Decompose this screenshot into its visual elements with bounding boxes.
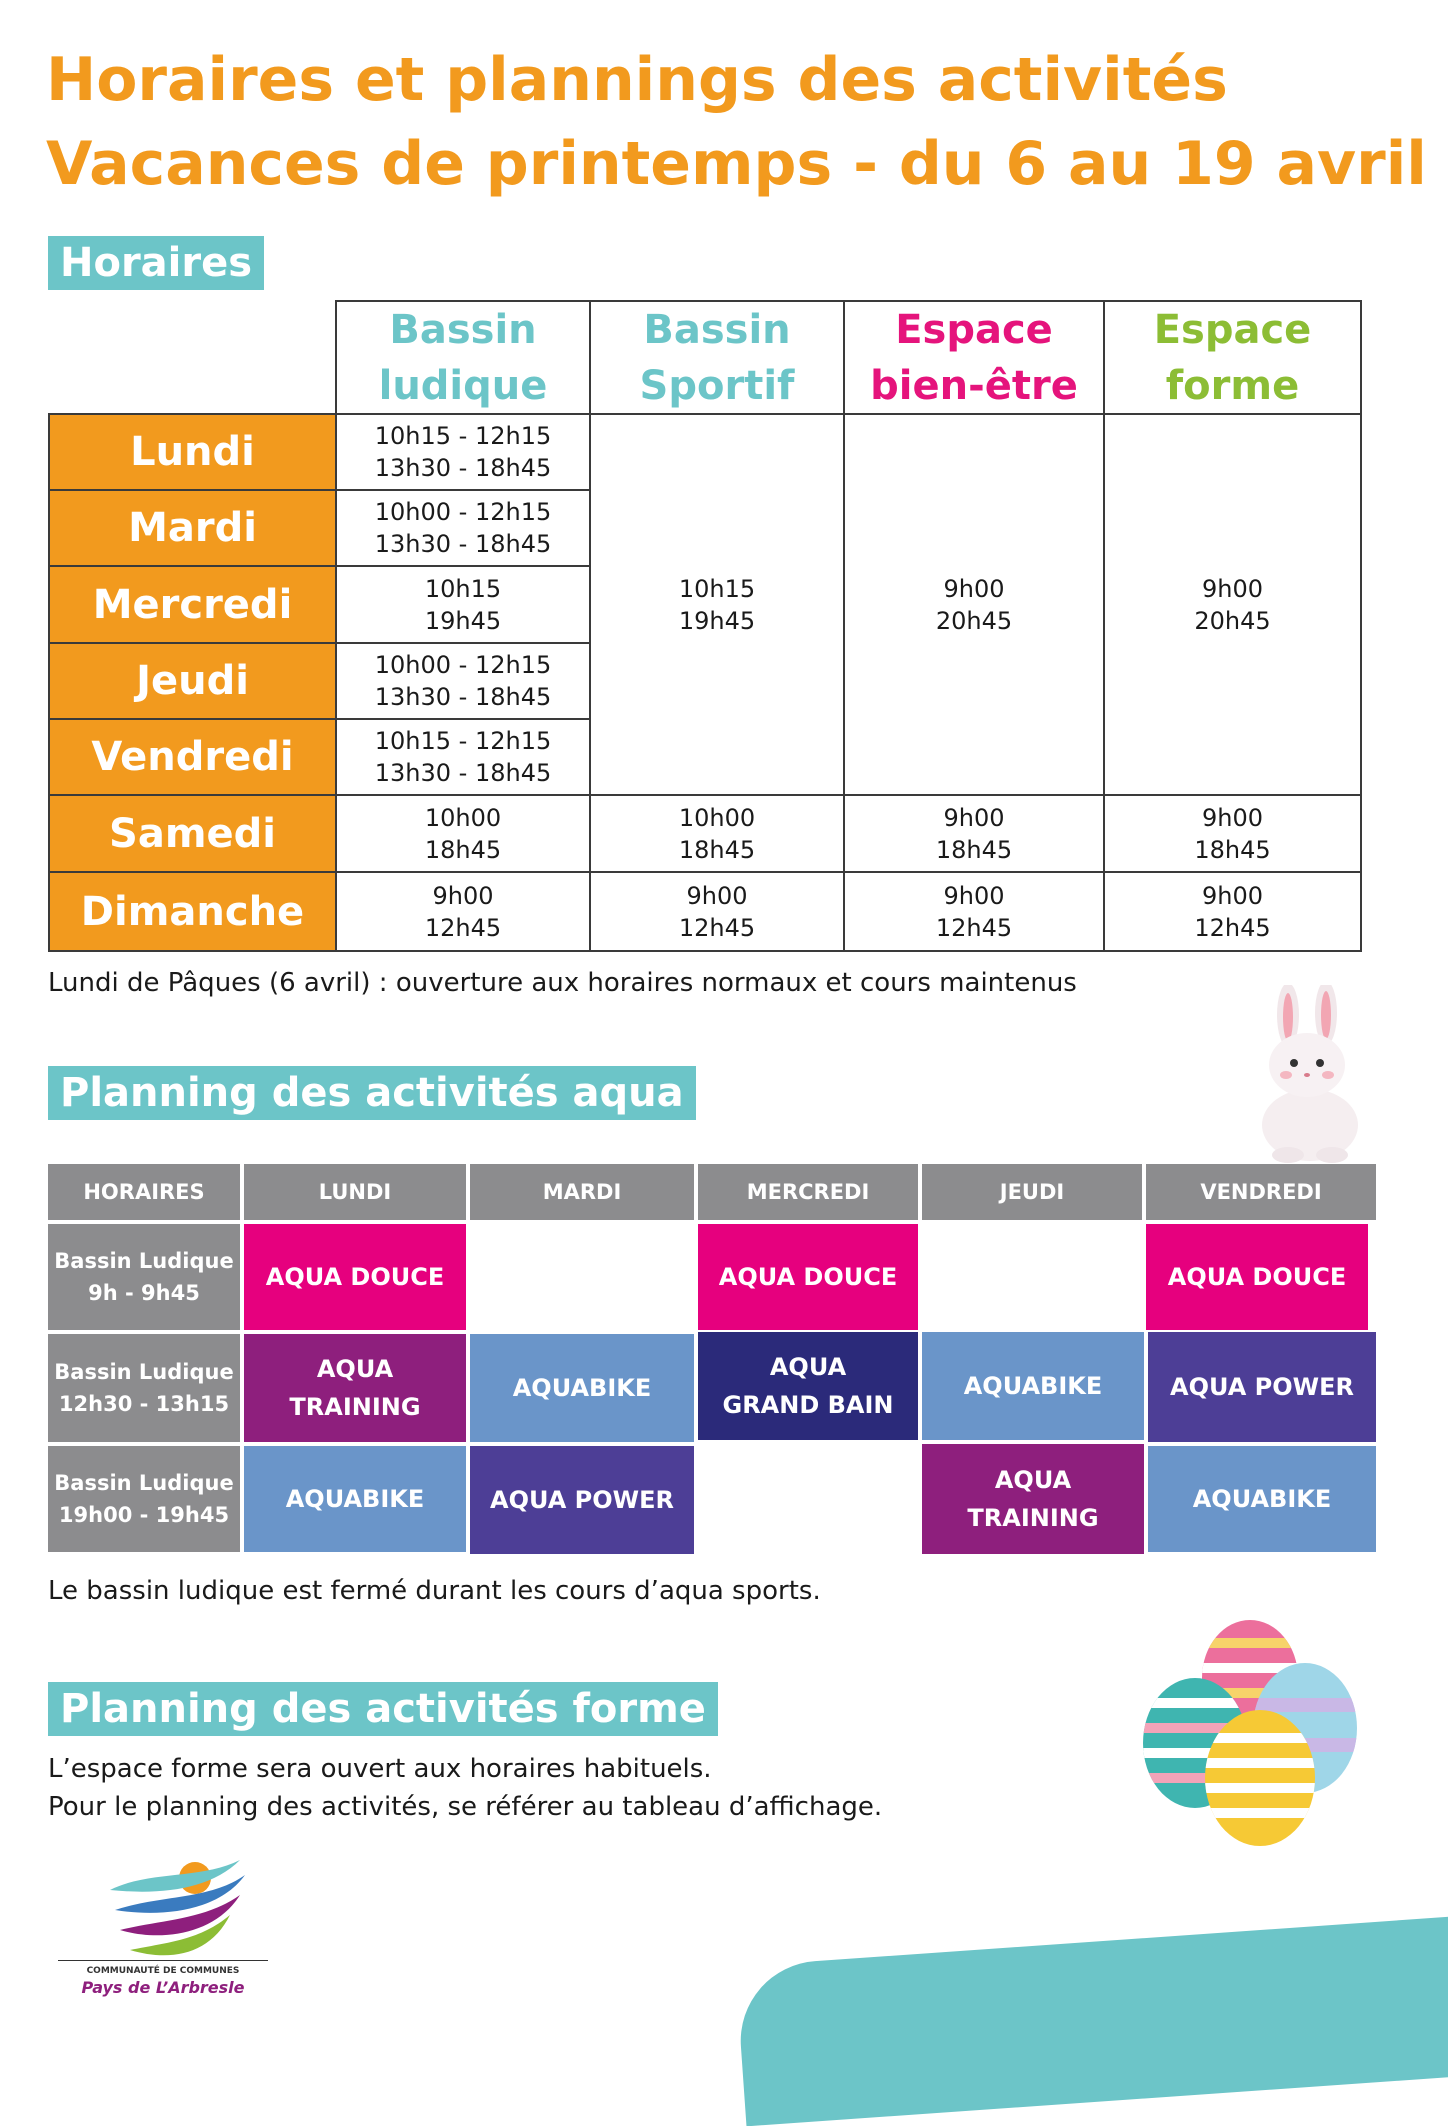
easter-eggs-illustration [1135, 1618, 1375, 1853]
row-label-line: Bassin Ludique [54, 1249, 234, 1273]
time-line: 10h00 - 12h15 [374, 651, 552, 679]
time-line: 10h15 [678, 574, 756, 603]
aqua-r3-jeudi [922, 1444, 1144, 1554]
bienetre-samedi [843, 794, 1105, 873]
ludique-lundi [335, 413, 591, 491]
aqua-row-1-label [48, 1224, 240, 1330]
aqua-r1-jeudi-empty [922, 1224, 1142, 1330]
forme-samedi [1103, 794, 1362, 873]
forme-line-1: L’espace forme sera ouvert aux horaires habituels. [48, 1754, 712, 1784]
time-line: 18h45 [935, 835, 1013, 864]
time-line: 18h45 [678, 835, 756, 864]
sportif-samedi [589, 794, 845, 873]
time-line: 12h45 [678, 913, 756, 942]
bienetre-dimanche [843, 871, 1105, 952]
time-line: 9h00 [432, 881, 494, 910]
time-line: 12h45 [1194, 913, 1271, 942]
time-line: 10h15 - 12h15 [374, 422, 552, 450]
day-mardi: Mardi [48, 489, 337, 567]
time-line: 13h30 - 18h45 [374, 683, 552, 711]
time-line: 13h30 - 18h45 [374, 454, 552, 482]
ludique-mercredi [335, 565, 591, 644]
aqua-header-vendredi: VENDREDI [1146, 1164, 1376, 1220]
day-samedi: Samedi [48, 794, 337, 873]
page-title [46, 38, 1427, 206]
time-line: 10h00 [678, 803, 756, 832]
header-line: Bassin [389, 306, 537, 353]
aqua-r3-mardi: AQUA POWER [470, 1446, 694, 1554]
aqua-r2-jeudi: AQUABIKE [922, 1332, 1144, 1440]
header-line: Bassin [643, 306, 791, 353]
horaires-section-label: Horaires [48, 236, 264, 290]
header-espace-forme [1103, 300, 1362, 415]
sportif-dimanche [589, 871, 845, 952]
time-line: 13h30 - 18h45 [374, 759, 552, 787]
header-bassin-sportif [589, 300, 845, 415]
activity-line: GRAND BAIN [722, 1391, 894, 1419]
time-line: 19h45 [678, 606, 756, 635]
aqua-row-2-label [48, 1334, 240, 1442]
aqua-r2-vendredi: AQUA POWER [1148, 1332, 1376, 1442]
day-vendredi: Vendredi [48, 718, 337, 796]
forme-section-label: Planning des activités forme [48, 1682, 718, 1736]
row-label-line: 9h - 9h45 [88, 1281, 200, 1305]
day-jeudi: Jeudi [48, 642, 337, 720]
aqua-header-horaires: HORAIRES [48, 1164, 240, 1220]
aqua-section-label: Planning des activités aqua [48, 1066, 696, 1120]
time-line: 9h00 [686, 881, 748, 910]
aqua-header-mardi: MARDI [470, 1164, 694, 1220]
time-line: 10h00 [424, 803, 502, 832]
time-line: 13h30 - 18h45 [374, 530, 552, 558]
header-line: bien-être [870, 362, 1078, 409]
forme-weekday [1103, 413, 1362, 796]
time-line: 9h00 [943, 803, 1005, 832]
activity-line: TRAINING [967, 1504, 1099, 1532]
forme-dimanche [1103, 871, 1362, 952]
time-line: 20h45 [935, 606, 1013, 635]
aqua-r2-mercredi [698, 1332, 918, 1440]
ludique-jeudi [335, 642, 591, 720]
ludique-dimanche [335, 871, 591, 952]
time-line: 10h15 - 12h15 [374, 727, 552, 755]
time-line: 18h45 [1194, 835, 1271, 864]
time-line: 18h45 [424, 835, 502, 864]
horaires-table [48, 300, 1362, 952]
aqua-r2-lundi [244, 1334, 466, 1442]
aqua-header-jeudi: JEUDI [922, 1164, 1142, 1220]
time-line: 9h00 [943, 574, 1005, 603]
logo-emblem [90, 1850, 250, 1970]
title-line-2: Vacances de printemps - du 6 au 19 avril [46, 129, 1427, 199]
aqua-table [48, 1164, 1376, 1552]
aqua-note: Le bassin ludique est fermé durant les cours d’aqua sports. [48, 1576, 821, 1606]
aqua-r2-mardi: AQUABIKE [470, 1334, 694, 1442]
aqua-r3-mercredi-empty [698, 1446, 918, 1552]
time-line: 9h00 [943, 881, 1005, 910]
day-lundi: Lundi [48, 413, 337, 491]
header-espace-bien-etre [843, 300, 1105, 415]
day-dimanche: Dimanche [48, 871, 337, 952]
ludique-mardi [335, 489, 591, 567]
aqua-header-lundi: LUNDI [244, 1164, 466, 1220]
forme-line-2: Pour le planning des activités, se référer au tableau d’affichage. [48, 1792, 883, 1822]
time-line: 12h45 [935, 913, 1013, 942]
aqua-r1-vendredi: AQUA DOUCE [1146, 1224, 1368, 1330]
header-line: Espace [1153, 306, 1312, 353]
logo-line-2: Pays de L’Arbresle [81, 1978, 245, 1997]
ludique-vendredi [335, 718, 591, 796]
time-line: 19h45 [424, 606, 502, 635]
time-line: 10h00 - 12h15 [374, 498, 552, 526]
row-label-line: 12h30 - 13h15 [58, 1392, 230, 1416]
time-line: 10h15 [424, 574, 502, 603]
time-line: 20h45 [1194, 606, 1271, 635]
activity-line: AQUA [994, 1466, 1072, 1494]
row-label-line: Bassin Ludique [54, 1360, 234, 1384]
time-line: 12h45 [424, 913, 502, 942]
aqua-r3-vendredi: AQUABIKE [1148, 1446, 1376, 1552]
ludique-samedi [335, 794, 591, 873]
title-line-1: Horaires et plannings des activités [46, 45, 1228, 115]
logo-line-1: COMMUNAUTÉ DE COMMUNES [86, 1966, 240, 1976]
horaires-note: Lundi de Pâques (6 avril) : ouverture aux horaires normaux et cours maintenus [48, 968, 1077, 998]
aqua-r3-lundi: AQUABIKE [244, 1446, 466, 1552]
header-line: ludique [378, 362, 548, 409]
bunny-illustration [1240, 985, 1380, 1165]
header-bassin-ludique [335, 300, 591, 415]
aqua-header-mercredi: MERCREDI [698, 1164, 918, 1220]
time-line: 9h00 [1201, 881, 1264, 910]
header-line: forme [1165, 362, 1300, 409]
activity-line: TRAINING [289, 1393, 421, 1421]
time-line: 9h00 [1201, 803, 1264, 832]
sportif-weekday [589, 413, 845, 796]
row-label-line: 19h00 - 19h45 [58, 1503, 230, 1527]
activity-line: AQUA [769, 1353, 847, 1381]
header-line: Sportif [639, 362, 795, 409]
aqua-r1-mardi-empty [470, 1224, 694, 1330]
bienetre-weekday [843, 413, 1105, 796]
activity-line: AQUA [316, 1355, 394, 1383]
forme-text [48, 1750, 882, 1826]
header-line: Espace [895, 306, 1053, 353]
time-line: 9h00 [1201, 574, 1264, 603]
aqua-r1-lundi: AQUA DOUCE [244, 1224, 466, 1330]
decorative-band [735, 1914, 1448, 2126]
day-mercredi: Mercredi [48, 565, 337, 644]
aqua-row-3-label [48, 1446, 240, 1552]
aqua-r1-mercredi: AQUA DOUCE [698, 1224, 918, 1330]
row-label-line: Bassin Ludique [54, 1471, 234, 1495]
logo-divider [58, 1960, 268, 1961]
